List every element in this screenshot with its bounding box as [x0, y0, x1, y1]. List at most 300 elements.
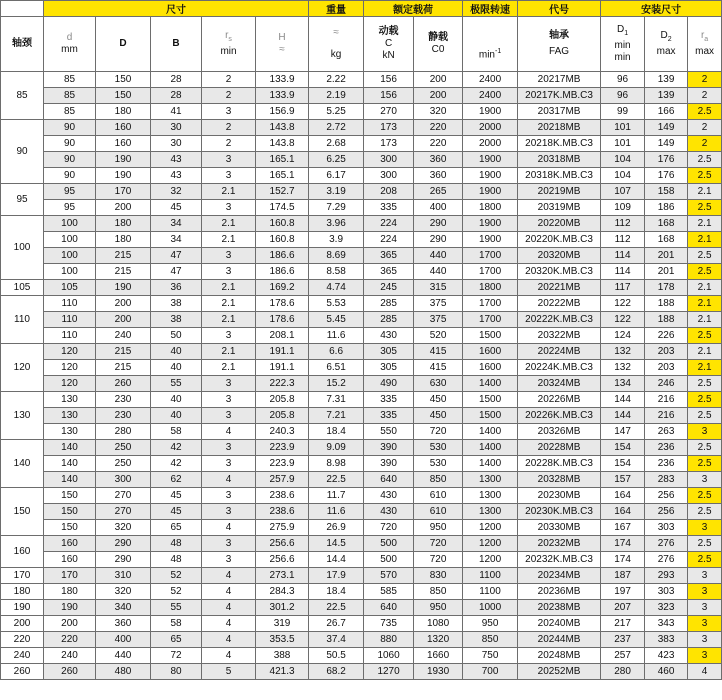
cell-D: 200 [96, 296, 151, 312]
header-row-1 [1, 1, 722, 17]
cell-rs: 3 [202, 200, 256, 216]
header-speed-unit [463, 17, 518, 72]
cell-rs: 4 [202, 616, 256, 632]
header-weight-approx: ≈ [333, 27, 339, 38]
cell-limit-speed: 950 [463, 616, 518, 632]
header-D2-symbol: $D_2$ [660, 30, 672, 43]
shaft-group-label: 100 [1, 216, 44, 280]
cell-rs: 4 [202, 568, 256, 584]
cell-limit-speed: 1300 [463, 472, 518, 488]
cell-H: 319 [256, 616, 309, 632]
cell-static-load: 415 [414, 344, 463, 360]
cell-bearing-code: 20226MB [518, 392, 601, 408]
header-weight: 重量 [309, 1, 364, 17]
cell-D: 200 [96, 200, 151, 216]
cell-d: 90 [44, 136, 96, 152]
header-corner [1, 1, 44, 17]
cell-B: 55 [151, 600, 202, 616]
cell-static-load: 850 [414, 584, 463, 600]
cell-B: 47 [151, 248, 202, 264]
header-speed-unit-text: $\min^{-1}$ [478, 48, 502, 61]
cell-H: 223.9 [256, 440, 309, 456]
cell-ra: 3 [688, 632, 722, 648]
cell-weight: 17.9 [309, 568, 364, 584]
cell-static-load: 1320 [414, 632, 463, 648]
cell-static-load: 520 [414, 328, 463, 344]
header-limit-speed: 极限转速 [463, 1, 518, 17]
shaft-group-label: 95 [1, 184, 44, 216]
cell-dyn-load: 365 [364, 248, 414, 264]
header-code: 代号 [518, 1, 601, 17]
cell-limit-speed: 1600 [463, 344, 518, 360]
header-rated-load: 额定载荷 [364, 1, 463, 17]
header-d-unit: mm [61, 44, 78, 55]
table-row [1, 328, 722, 344]
cell-B: 40 [151, 360, 202, 376]
cell-bearing-code: 20318MB [518, 152, 601, 168]
cell-dyn-load: 173 [364, 120, 414, 136]
cell-D: 215 [96, 264, 151, 280]
cell-d: 140 [44, 456, 96, 472]
cell-weight: 4.74 [309, 280, 364, 296]
cell-B: 58 [151, 616, 202, 632]
cell-H: 160.8 [256, 216, 309, 232]
cell-limit-speed: 750 [463, 648, 518, 664]
cell-ra: 2 [688, 72, 722, 88]
cell-bearing-code: 20320K.MB.C3 [518, 264, 601, 280]
header-D: D [96, 17, 151, 72]
cell-H: 256.6 [256, 536, 309, 552]
cell-B: 30 [151, 136, 202, 152]
cell-B: 40 [151, 392, 202, 408]
cell-d: 85 [44, 88, 96, 104]
cell-B: 48 [151, 552, 202, 568]
cell-H: 178.6 [256, 312, 309, 328]
cell-B: 38 [151, 312, 202, 328]
cell-D2: 201 [645, 264, 688, 280]
cell-H: 205.8 [256, 392, 309, 408]
shaft-group-label: 105 [1, 280, 44, 296]
cell-weight: 26.9 [309, 520, 364, 536]
cell-bearing-code: 20226K.MB.C3 [518, 408, 601, 424]
cell-H: 143.8 [256, 120, 309, 136]
cell-rs: 4 [202, 584, 256, 600]
cell-H: 191.1 [256, 360, 309, 376]
cell-weight: 15.2 [309, 376, 364, 392]
cell-rs: 2.1 [202, 344, 256, 360]
cell-bearing-code: 20218MB [518, 120, 601, 136]
cell-H: 240.3 [256, 424, 309, 440]
cell-ra: 4 [688, 664, 722, 680]
cell-rs: 3 [202, 152, 256, 168]
cell-d: 220 [44, 632, 96, 648]
table-row [1, 376, 722, 392]
cell-ra: 2 [688, 136, 722, 152]
shaft-group-label: 200 [1, 616, 44, 632]
cell-D2: 276 [645, 552, 688, 568]
cell-D: 480 [96, 664, 151, 680]
shaft-group-label: 240 [1, 648, 44, 664]
cell-D1: 167 [601, 520, 645, 536]
cell-D: 340 [96, 600, 151, 616]
cell-dyn-load: 430 [364, 504, 414, 520]
shaft-group-label: 90 [1, 120, 44, 184]
cell-D1: 96 [601, 88, 645, 104]
cell-rs: 4 [202, 648, 256, 664]
cell-B: 40 [151, 344, 202, 360]
cell-D1: 132 [601, 360, 645, 376]
cell-weight: 7.29 [309, 200, 364, 216]
cell-H: 160.8 [256, 232, 309, 248]
cell-B: 28 [151, 88, 202, 104]
shaft-group-label: 190 [1, 600, 44, 616]
cell-dyn-load: 640 [364, 600, 414, 616]
table-row [1, 440, 722, 456]
cell-d: 160 [44, 536, 96, 552]
cell-D: 230 [96, 392, 151, 408]
cell-d: 90 [44, 120, 96, 136]
cell-H: 165.1 [256, 152, 309, 168]
cell-static-load: 320 [414, 104, 463, 120]
cell-H: 191.1 [256, 344, 309, 360]
table-row [1, 360, 722, 376]
table-row [1, 88, 722, 104]
cell-bearing-code: 20248MB [518, 648, 601, 664]
cell-d: 120 [44, 376, 96, 392]
cell-limit-speed: 1300 [463, 488, 518, 504]
cell-bearing-code: 20318K.MB.C3 [518, 168, 601, 184]
cell-static-load: 220 [414, 120, 463, 136]
cell-D: 440 [96, 648, 151, 664]
header-H-note: ≈ [279, 44, 285, 55]
cell-bearing-code: 20234MB [518, 568, 601, 584]
cell-weight: 5.53 [309, 296, 364, 312]
cell-dyn-load: 430 [364, 328, 414, 344]
cell-d: 130 [44, 424, 96, 440]
cell-H: 353.5 [256, 632, 309, 648]
cell-D2: 216 [645, 392, 688, 408]
cell-B: 45 [151, 504, 202, 520]
cell-D: 190 [96, 152, 151, 168]
cell-ra: 2.5 [688, 552, 722, 568]
table-row [1, 296, 722, 312]
cell-rs: 2.1 [202, 280, 256, 296]
header-weight-unit [309, 17, 364, 72]
cell-ra: 2.5 [688, 408, 722, 424]
cell-D1: 187 [601, 568, 645, 584]
cell-D2: 149 [645, 136, 688, 152]
cell-weight: 3.96 [309, 216, 364, 232]
cell-rs: 2.1 [202, 296, 256, 312]
cell-static-load: 950 [414, 520, 463, 536]
cell-D2: 323 [645, 600, 688, 616]
cell-limit-speed: 1900 [463, 184, 518, 200]
cell-dyn-load: 224 [364, 232, 414, 248]
cell-D1: 147 [601, 424, 645, 440]
cell-D1: 197 [601, 584, 645, 600]
cell-D: 310 [96, 568, 151, 584]
table-row [1, 216, 722, 232]
cell-B: 32 [151, 184, 202, 200]
cell-ra: 2.5 [688, 376, 722, 392]
cell-D2: 176 [645, 168, 688, 184]
cell-d: 140 [44, 472, 96, 488]
cell-D: 270 [96, 488, 151, 504]
cell-weight: 18.4 [309, 584, 364, 600]
cell-limit-speed: 1500 [463, 328, 518, 344]
cell-weight: 8.98 [309, 456, 364, 472]
cell-H: 133.9 [256, 88, 309, 104]
cell-D: 320 [96, 584, 151, 600]
cell-static-load: 200 [414, 88, 463, 104]
cell-weight: 5.45 [309, 312, 364, 328]
table-row [1, 136, 722, 152]
cell-bearing-code: 20228K.MB.C3 [518, 456, 601, 472]
cell-D: 150 [96, 88, 151, 104]
cell-D: 180 [96, 104, 151, 120]
cell-rs: 3 [202, 440, 256, 456]
cell-D1: 104 [601, 152, 645, 168]
cell-D2: 188 [645, 312, 688, 328]
cell-D: 180 [96, 232, 151, 248]
cell-bearing-code: 20219MB [518, 184, 601, 200]
cell-static-load: 610 [414, 488, 463, 504]
cell-limit-speed: 1600 [463, 360, 518, 376]
cell-D1: 117 [601, 280, 645, 296]
cell-ra: 2.5 [688, 392, 722, 408]
cell-bearing-code: 20217K.MB.C3 [518, 88, 601, 104]
shaft-group-label: 150 [1, 488, 44, 536]
cell-D1: 99 [601, 104, 645, 120]
cell-bearing-code: 20328MB [518, 472, 601, 488]
cell-H: 238.6 [256, 504, 309, 520]
cell-weight: 5.25 [309, 104, 364, 120]
table-row [1, 392, 722, 408]
cell-D2: 203 [645, 344, 688, 360]
cell-limit-speed: 1000 [463, 600, 518, 616]
cell-weight: 22.5 [309, 600, 364, 616]
cell-H: 133.9 [256, 72, 309, 88]
cell-d: 85 [44, 104, 96, 120]
cell-D2: 343 [645, 616, 688, 632]
cell-D1: 154 [601, 440, 645, 456]
cell-D: 190 [96, 280, 151, 296]
cell-D: 290 [96, 536, 151, 552]
cell-weight: 68.2 [309, 664, 364, 680]
cell-H: 169.2 [256, 280, 309, 296]
cell-weight: 6.51 [309, 360, 364, 376]
cell-bearing-code: 20217MB [518, 72, 601, 88]
cell-ra: 2.5 [688, 328, 722, 344]
cell-D: 230 [96, 408, 151, 424]
table-row [1, 664, 722, 680]
cell-limit-speed: 1700 [463, 296, 518, 312]
cell-D2: 236 [645, 440, 688, 456]
cell-bearing-code: 20319MB [518, 200, 601, 216]
cell-ra: 2.5 [688, 264, 722, 280]
cell-rs: 3 [202, 536, 256, 552]
cell-D: 290 [96, 552, 151, 568]
cell-limit-speed: 1900 [463, 168, 518, 184]
cell-limit-speed: 1700 [463, 264, 518, 280]
cell-dyn-load: 335 [364, 392, 414, 408]
cell-D: 360 [96, 616, 151, 632]
cell-bearing-code: 20224MB [518, 344, 601, 360]
cell-limit-speed: 1100 [463, 568, 518, 584]
cell-weight: 6.25 [309, 152, 364, 168]
cell-d: 85 [44, 72, 96, 88]
cell-D: 240 [96, 328, 151, 344]
cell-bearing-code: 20224K.MB.C3 [518, 360, 601, 376]
cell-rs: 3 [202, 392, 256, 408]
shaft-group-label: 110 [1, 296, 44, 344]
cell-bearing-code: 20317MB [518, 104, 601, 120]
cell-limit-speed: 1500 [463, 408, 518, 424]
table-row [1, 488, 722, 504]
cell-D1: 112 [601, 232, 645, 248]
table-row [1, 72, 722, 88]
cell-D: 215 [96, 344, 151, 360]
header-ra-note: max [695, 46, 715, 57]
cell-dyn-load: 550 [364, 424, 414, 440]
cell-ra: 2.5 [688, 488, 722, 504]
cell-limit-speed: 1400 [463, 456, 518, 472]
cell-ra: 3 [688, 424, 722, 440]
table-row [1, 344, 722, 360]
cell-ra: 2.1 [688, 344, 722, 360]
cell-D: 180 [96, 216, 151, 232]
cell-D1: 112 [601, 216, 645, 232]
cell-D2: 293 [645, 568, 688, 584]
cell-D2: 226 [645, 328, 688, 344]
cell-D1: 114 [601, 248, 645, 264]
table-row [1, 456, 722, 472]
cell-D1: 122 [601, 312, 645, 328]
cell-ra: 2.5 [688, 152, 722, 168]
cell-static-load: 290 [414, 232, 463, 248]
cell-B: 45 [151, 488, 202, 504]
cell-D1: 207 [601, 600, 645, 616]
cell-rs: 2 [202, 72, 256, 88]
cell-d: 100 [44, 248, 96, 264]
table-row [1, 120, 722, 136]
cell-static-load: 220 [414, 136, 463, 152]
cell-dyn-load: 224 [364, 216, 414, 232]
cell-H: 178.6 [256, 296, 309, 312]
spec-table-body [1, 72, 722, 680]
cell-B: 55 [151, 376, 202, 392]
cell-d: 120 [44, 360, 96, 376]
cell-dyn-load: 500 [364, 536, 414, 552]
header-ra-symbol: $r_a$ [700, 30, 709, 43]
cell-d: 160 [44, 552, 96, 568]
cell-H: 223.9 [256, 456, 309, 472]
shaft-group-label: 140 [1, 440, 44, 488]
cell-rs: 3 [202, 264, 256, 280]
cell-d: 240 [44, 648, 96, 664]
cell-weight: 50.5 [309, 648, 364, 664]
table-row [1, 152, 722, 168]
cell-B: 40 [151, 408, 202, 424]
header-H [256, 17, 309, 72]
cell-D1: 174 [601, 552, 645, 568]
cell-H: 165.1 [256, 168, 309, 184]
cell-D1: 174 [601, 536, 645, 552]
cell-bearing-code: 20230MB [518, 488, 601, 504]
cell-static-load: 290 [414, 216, 463, 232]
cell-bearing-code: 20222K.MB.C3 [518, 312, 601, 328]
cell-dyn-load: 490 [364, 376, 414, 392]
cell-static-load: 530 [414, 440, 463, 456]
cell-static-load: 950 [414, 600, 463, 616]
cell-B: 58 [151, 424, 202, 440]
cell-bearing-code: 20220K.MB.C3 [518, 232, 601, 248]
cell-D: 320 [96, 520, 151, 536]
cell-bearing-code: 20324MB [518, 376, 601, 392]
cell-weight: 6.17 [309, 168, 364, 184]
cell-D2: 158 [645, 184, 688, 200]
cell-dyn-load: 1270 [364, 664, 414, 680]
cell-weight: 8.69 [309, 248, 364, 264]
cell-D2: 303 [645, 584, 688, 600]
table-row [1, 184, 722, 200]
cell-D: 280 [96, 424, 151, 440]
cell-limit-speed: 1700 [463, 248, 518, 264]
cell-H: 275.9 [256, 520, 309, 536]
table-row [1, 616, 722, 632]
cell-B: 45 [151, 200, 202, 216]
header-D1-note2: min [614, 52, 631, 63]
table-row [1, 504, 722, 520]
cell-D2: 166 [645, 104, 688, 120]
cell-ra: 3 [688, 472, 722, 488]
cell-H: 205.8 [256, 408, 309, 424]
cell-bearing-code: 20322MB [518, 328, 601, 344]
cell-static-load: 360 [414, 152, 463, 168]
header-B: B [151, 17, 202, 72]
table-row [1, 104, 722, 120]
cell-weight: 7.21 [309, 408, 364, 424]
cell-bearing-code: 20240MB [518, 616, 601, 632]
cell-H: 174.5 [256, 200, 309, 216]
cell-H: 186.6 [256, 248, 309, 264]
table-row [1, 264, 722, 280]
cell-d: 110 [44, 296, 96, 312]
cell-D2: 149 [645, 120, 688, 136]
shaft-group-label: 260 [1, 664, 44, 680]
header-shaft-diameter: 轴颈 [1, 17, 44, 72]
cell-weight: 2.72 [309, 120, 364, 136]
cell-H: 186.6 [256, 264, 309, 280]
cell-H: 152.7 [256, 184, 309, 200]
cell-D: 160 [96, 120, 151, 136]
cell-dyn-load: 430 [364, 488, 414, 504]
cell-bearing-code: 20230K.MB.C3 [518, 504, 601, 520]
cell-ra: 2 [688, 120, 722, 136]
cell-dyn-load: 335 [364, 408, 414, 424]
cell-D2: 303 [645, 520, 688, 536]
cell-static-load: 360 [414, 168, 463, 184]
cell-D: 215 [96, 360, 151, 376]
cell-B: 52 [151, 568, 202, 584]
cell-weight: 8.58 [309, 264, 364, 280]
cell-D1: 114 [601, 264, 645, 280]
cell-D: 190 [96, 168, 151, 184]
table-row [1, 232, 722, 248]
cell-D2: 423 [645, 648, 688, 664]
cell-dyn-load: 173 [364, 136, 414, 152]
cell-bearing-code: 20232MB [518, 536, 601, 552]
